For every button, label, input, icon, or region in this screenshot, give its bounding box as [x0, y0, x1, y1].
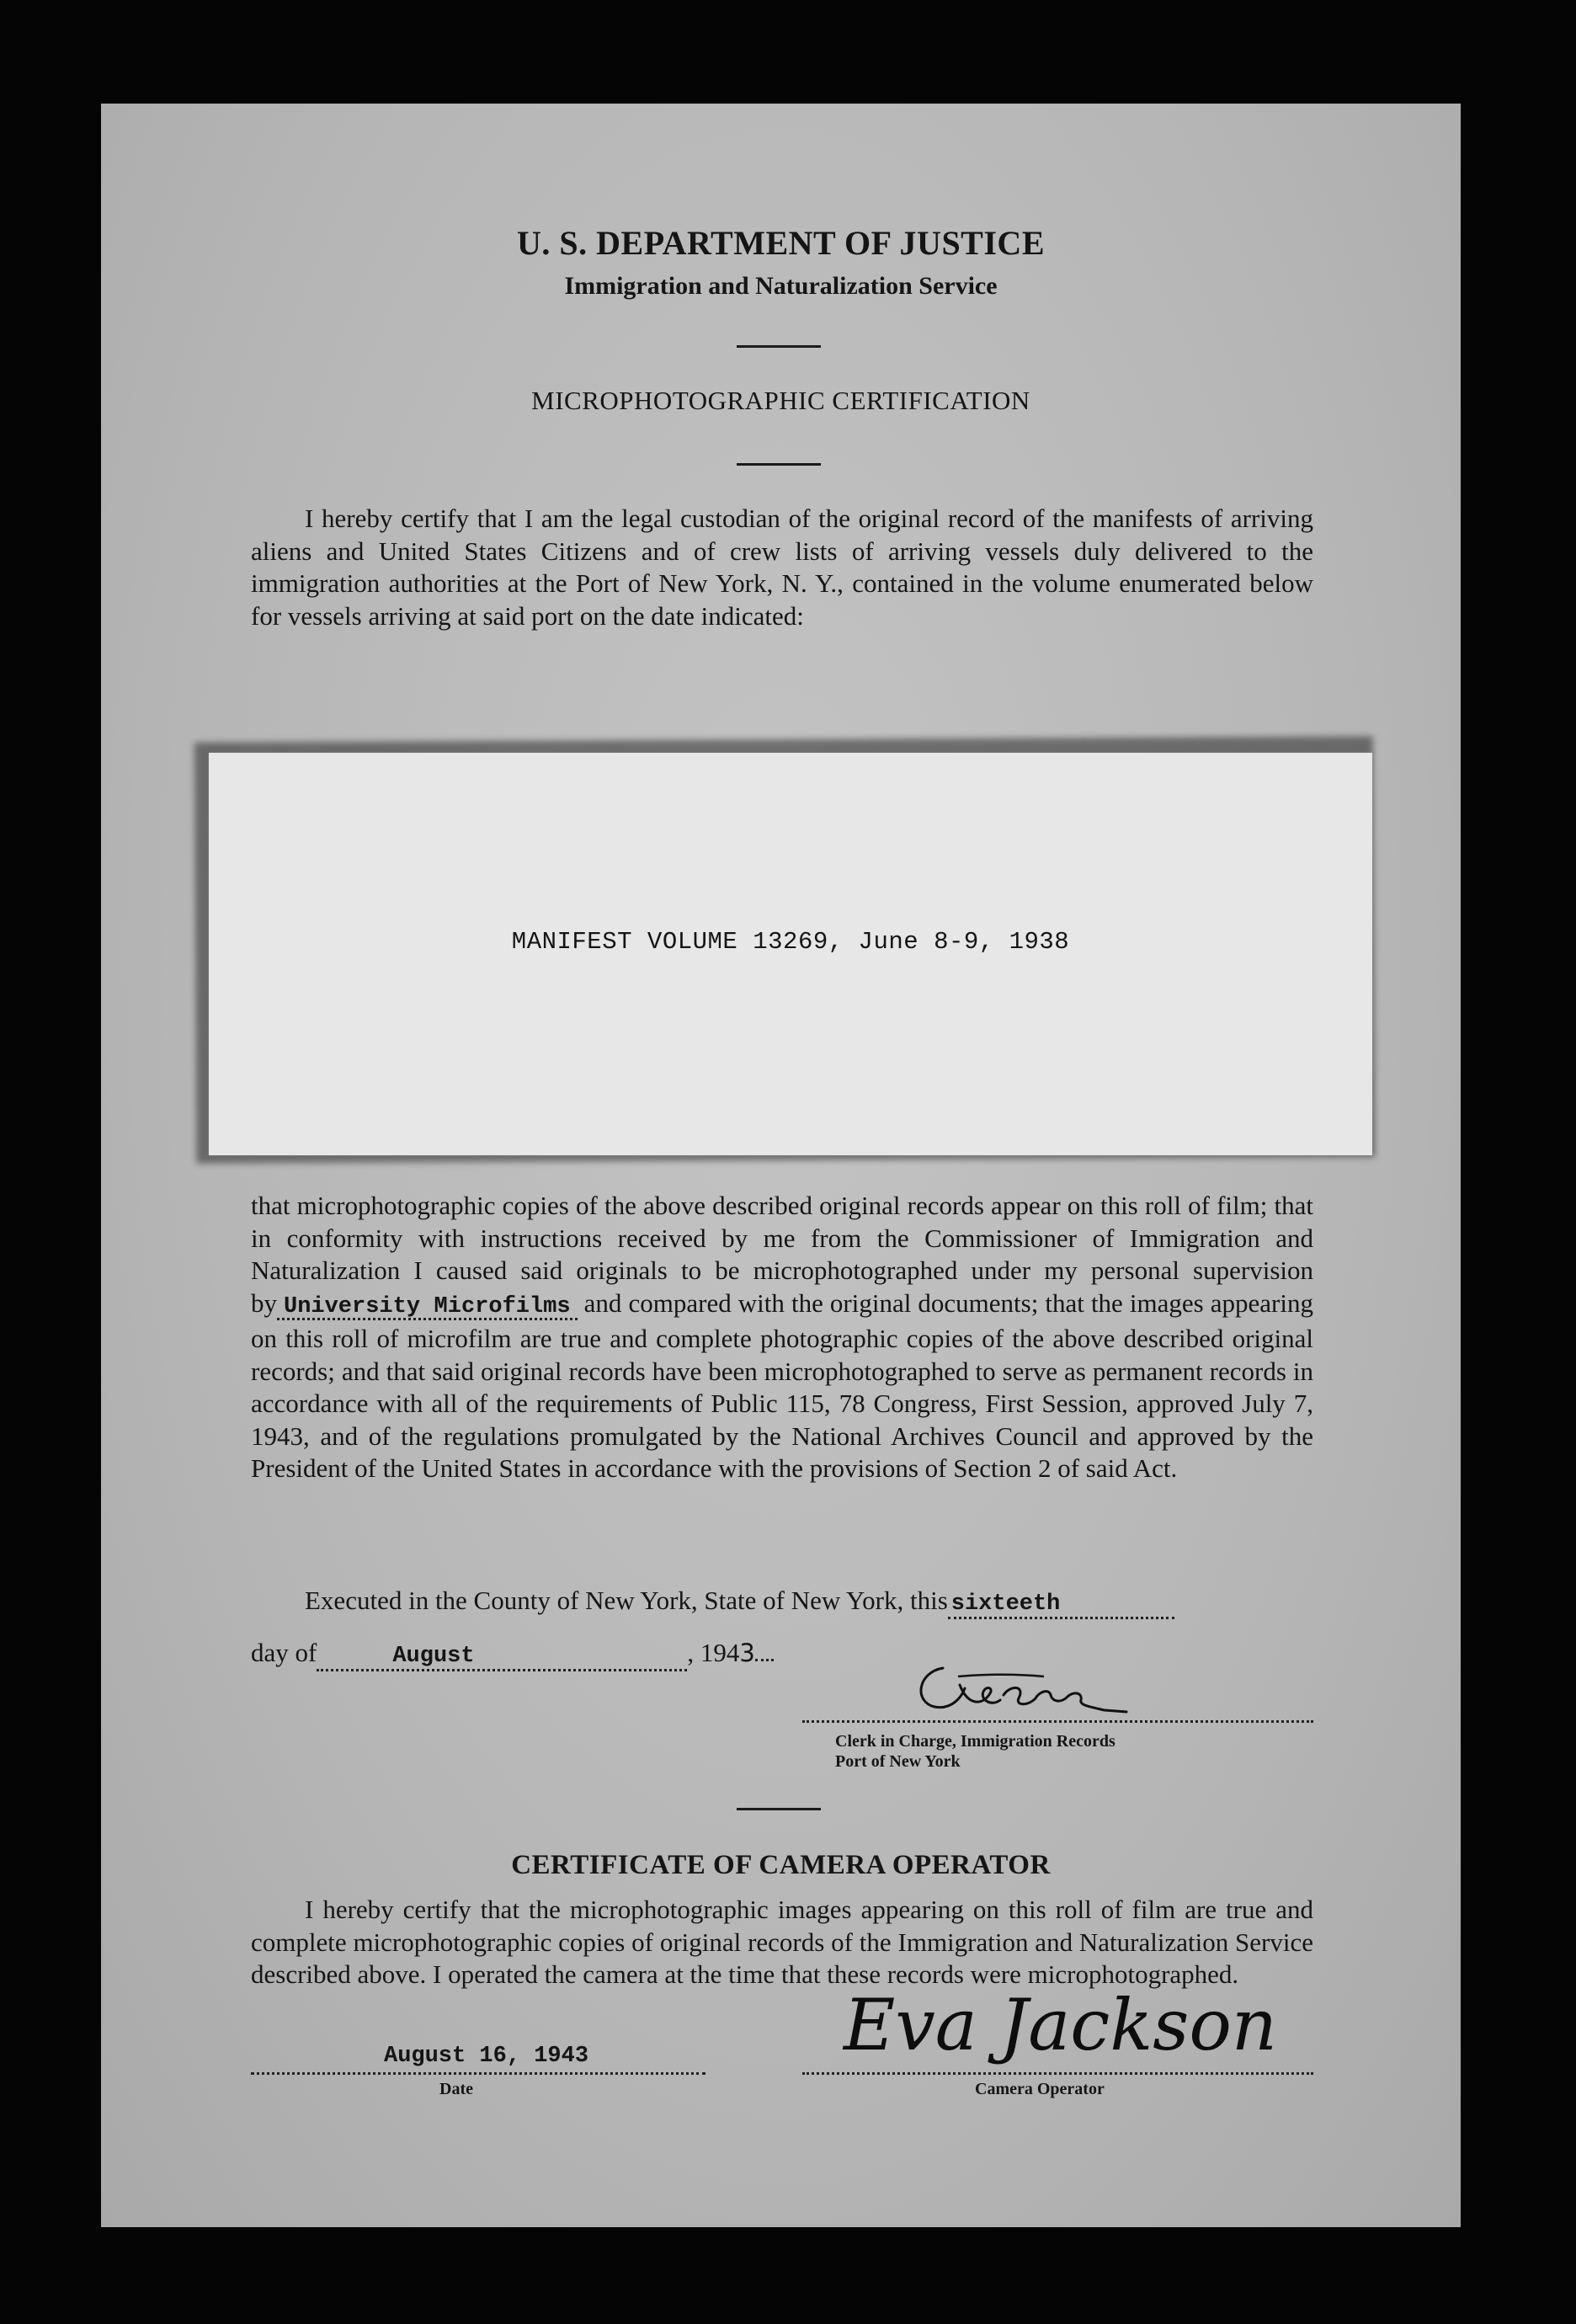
clerk-caption-line1: Clerk in Charge, Immigration Records	[835, 1732, 1115, 1751]
camera-operator-text: I hereby certify that the microphotographic images appearing on this roll of film are true and complete microphotographic copies of original records of the Immigration and Naturalization Service described above. I operated the camera at the time that these records were microphotographed.	[251, 1895, 1313, 1989]
manifest-volume-text: MANIFEST VOLUME 13269, June 8-9, 1938	[511, 928, 1070, 956]
manifest-slip	[209, 753, 1372, 1155]
year-prefix: , 194	[687, 1638, 740, 1667]
clerk-caption	[835, 1731, 1115, 1772]
divider-rule	[737, 1808, 821, 1810]
executed-day-typed: sixteeth	[950, 1591, 1061, 1617]
divider-rule	[737, 345, 821, 348]
microphotography-paragraph	[251, 1190, 1313, 1485]
clerk-signature-line	[802, 1719, 1313, 1723]
executed-line	[305, 1586, 1174, 1619]
microphotography-text-a: that microphotographic copies of the above described original records appear on this roll of film; that in conformity with instructions received by me from the Commissioner of Immigration and Naturalization I caused said originals to be microphotographed under my personal supervision by	[251, 1191, 1313, 1318]
certification-title: MICROPHOTOGRAPHIC CERTIFICATION	[531, 386, 1030, 415]
custodian-paragraph	[251, 503, 1313, 632]
camera-operator-title: CERTIFICATE OF CAMERA OPERATOR	[511, 1850, 1051, 1880]
date-caption: Date	[439, 2080, 473, 2098]
month-field	[317, 1638, 687, 1671]
day-of-label: day of	[251, 1638, 317, 1667]
clerk-caption-line2: Port of New York	[835, 1752, 961, 1771]
custodian-text: I hereby certify that I am the legal custodian of the original record of the manifests of arriving aliens and United States Citizens and of crew lists of arriving vessels duly delivered to the immigration authorities at the Port of New York, N. Y., contained in the volume enumerated below for vessels arriving at said port on the date indicated:	[251, 504, 1313, 631]
operator-signature-line	[802, 2065, 1313, 2075]
executed-day-field	[948, 1586, 1174, 1619]
department-heading: U. S. DEPARTMENT OF JUSTICE	[517, 224, 1045, 262]
camera-date-typed: August 16, 1943	[384, 2044, 589, 2069]
certificate-sheet	[101, 104, 1461, 2227]
microphotography-text-b: and compared with the original documents; that the images appearing on this roll of microfilm are true and complete photographic copies of the above described original records; and that said original records have been microphotographed to serve as permanent records in accordance with all of the requirements of Public 115, 78 Congress, First Session, approved July 7, 1943, and of the regulations promulgated by the National Archives Council and approved by the President of the United States in accordance with the provisions of Section 2 of said Act.	[251, 1287, 1313, 1483]
camera-operator-paragraph	[251, 1894, 1313, 1991]
supervisor-field	[277, 1288, 578, 1320]
service-subheading: Immigration and Naturalization Service	[564, 272, 998, 300]
operator-signature: Eva Jackson	[844, 1984, 1278, 2066]
divider-rule	[737, 463, 821, 466]
year-digit: 3	[739, 1639, 755, 1667]
date-line	[251, 1638, 774, 1671]
year-dots	[755, 1659, 774, 1661]
supervisor-typed: University Microfilms	[284, 1293, 571, 1319]
executed-prefix: Executed in the County of New York, State of New York, this	[305, 1586, 948, 1615]
operator-caption: Camera Operator	[975, 2080, 1105, 2098]
month-typed: August	[392, 1644, 475, 1669]
